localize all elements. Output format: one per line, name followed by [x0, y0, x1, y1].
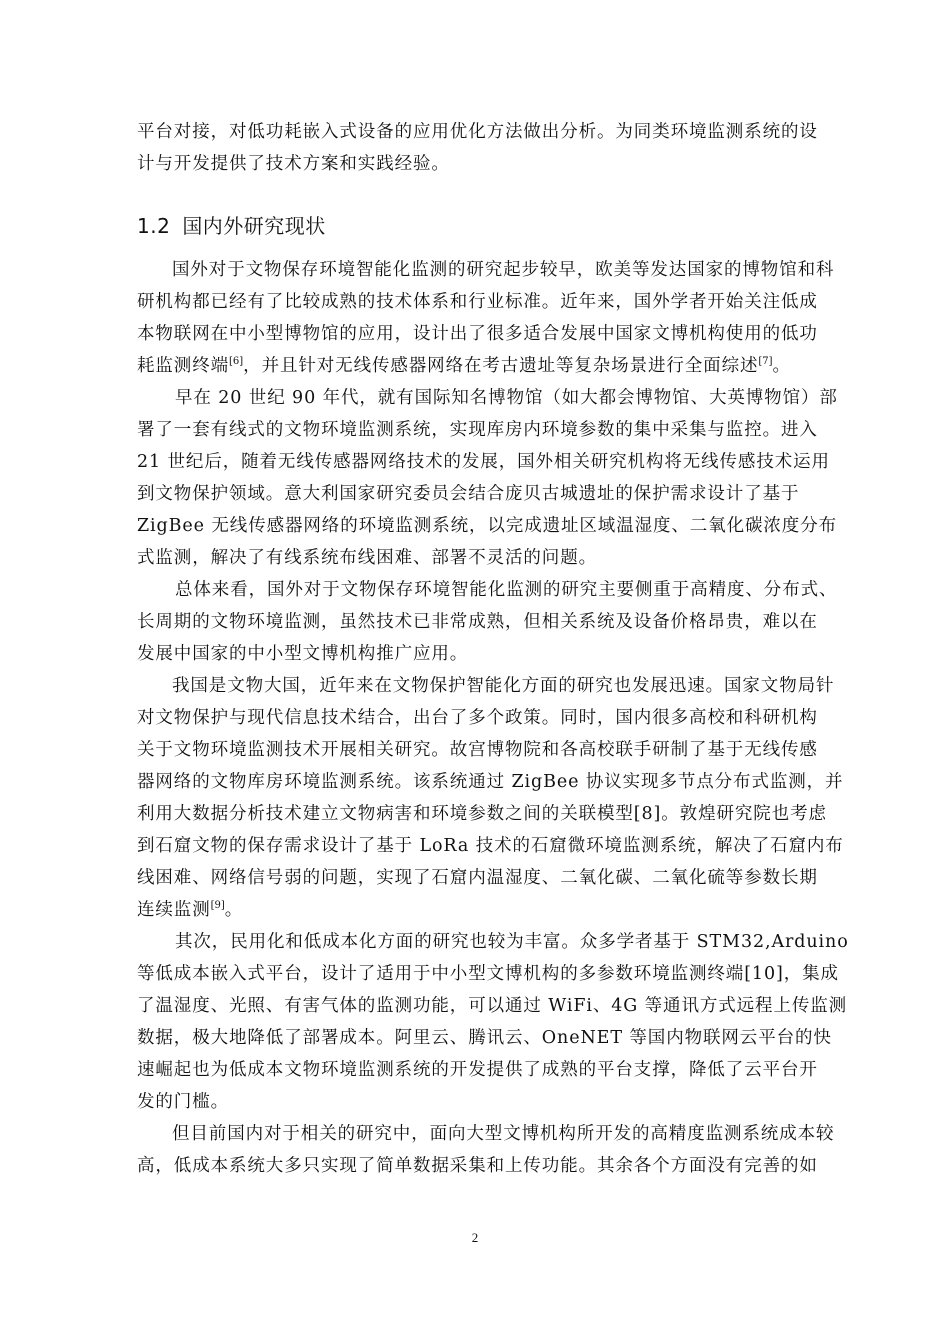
- text-line: 到文物保护领域。意大利国家研究委员会结合庞贝古城遗址的保护需求设计了基于: [137, 484, 800, 504]
- text-line: 计与开发提供了技术方案和实践经验。: [137, 154, 450, 174]
- text-line: 了温湿度、光照、有害气体的监测功能，可以通过 WiFi、4G 等通讯方式远程上传监测: [137, 996, 848, 1016]
- intro-paragraph: [137, 116, 861, 180]
- section-title: 国内外研究现状: [182, 214, 326, 238]
- text-line: 其次，民用化和低成本化方面的研究也较为丰富。众多学者基于 STM32,Arduino: [175, 932, 849, 952]
- text-line: 国外对于文物保存环境智能化监测的研究起步较早，欧美等发达国家的博物馆和科: [172, 260, 835, 280]
- citation-ref: [9]: [210, 900, 225, 912]
- text-line: 对文物保护与现代信息技术结合，出台了多个政策。同时，国内很多高校和科研机构: [137, 708, 818, 728]
- page-number: 2: [471, 1230, 479, 1245]
- text-line: 平台对接，对低功耗嵌入式设备的应用优化方法做出分析。为同类环境监测系统的设: [137, 122, 818, 142]
- section-number: 1.2: [137, 214, 171, 238]
- text-line: 21 世纪后，随着无线传感器网络技术的发展，国外相关研究机构将无线传感技术运用: [137, 452, 830, 472]
- text-line: 署了一套有线式的文物环境监测系统，实现库房内环境参数的集中采集与监控。进入: [137, 420, 818, 440]
- paragraph-domestic-research: [137, 670, 861, 926]
- citation-ref: [7]: [758, 356, 773, 368]
- text-line: 发展中国家的中小型文博机构推广应用。: [137, 644, 469, 664]
- paragraph-low-cost-research: [137, 926, 861, 1118]
- text-line: 但目前国内对于相关的研究中，面向大型文博机构所开发的高精度监测系统成本较: [172, 1124, 835, 1144]
- page-content: [137, 116, 861, 1182]
- text-line: 发的门槛。: [137, 1092, 229, 1112]
- text-line: 我国是文物大国，近年来在文物保护智能化方面的研究也发展迅速。国家文物局针: [172, 676, 835, 696]
- text-line: 线困难、网络信号弱的问题，实现了石窟内温湿度、二氧化碳、二氧化硫等参数长期: [137, 868, 818, 888]
- text-line: 数据，极大地降低了部署成本。阿里云、腾讯云、OneNET 等国内物联网云平台的快: [137, 1028, 832, 1048]
- text-line: 速崛起也为低成本文物环境监测系统的开发提供了成熟的平台支撑，降低了云平台开: [137, 1060, 818, 1080]
- paragraph-current-gaps: [137, 1118, 861, 1182]
- text-line: 利用大数据分析技术建立文物病害和环境参数之间的关联模型[8]。敦煌研究院也考虑: [137, 804, 827, 824]
- text-line: 等低成本嵌入式平台，设计了适用于中小型文博机构的多参数环境监测终端[10]，集成: [137, 964, 839, 984]
- text-line: 高，低成本系统大多只实现了简单数据采集和上传功能。其余各个方面没有完善的如: [137, 1156, 818, 1176]
- text-line: 到石窟文物的保存需求设计了基于 LoRa 技术的石窟微环境监测系统，解决了石窟内布: [137, 836, 844, 856]
- text-line: 关于文物环境监测技术开展相关研究。故宫博物院和各高校联手研制了基于无线传感: [137, 740, 818, 760]
- text-line: 长周期的文物环境监测，虽然技术已非常成熟，但相关系统及设备价格昂贵，难以在: [137, 612, 818, 632]
- paragraph-foreign-summary: [137, 574, 861, 670]
- section-heading: [137, 206, 861, 246]
- text-line: 总体来看，国外对于文物保存环境智能化监测的研究主要侧重于高精度、分布式、: [175, 580, 838, 600]
- text-line-with-citations: 耗监测终端[6]，并且针对无线传感器网络在考古遗址等复杂场景进行全面综述[7]。: [137, 356, 791, 376]
- text-line: 研机构都已经有了比较成熟的技术体系和行业标准。近年来，国外学者开始关注低成: [137, 292, 818, 312]
- text-line-with-citation: 连续监测[9]。: [137, 900, 244, 920]
- citation-ref: [6]: [229, 356, 244, 368]
- text-line: 式监测，解决了有线系统布线困难、部署不灵活的问题。: [137, 548, 597, 568]
- text-line: 早在 20 世纪 90 年代，就有国际知名博物馆（如大都会博物馆、大英博物馆）部: [175, 388, 838, 408]
- paragraph-foreign-overview: [137, 254, 861, 382]
- text-line: 器网络的文物库房环境监测系统。该系统通过 ZigBee 协议实现多节点分布式监测，并: [137, 772, 844, 792]
- text-line: ZigBee 无线传感器网络的环境监测系统，以完成遗址区域温湿度、二氧化碳浓度分布: [137, 516, 837, 536]
- paragraph-foreign-history: [137, 382, 861, 574]
- text-line: 本物联网在中小型博物馆的应用，设计出了很多适合发展中国家文博机构使用的低功: [137, 324, 818, 344]
